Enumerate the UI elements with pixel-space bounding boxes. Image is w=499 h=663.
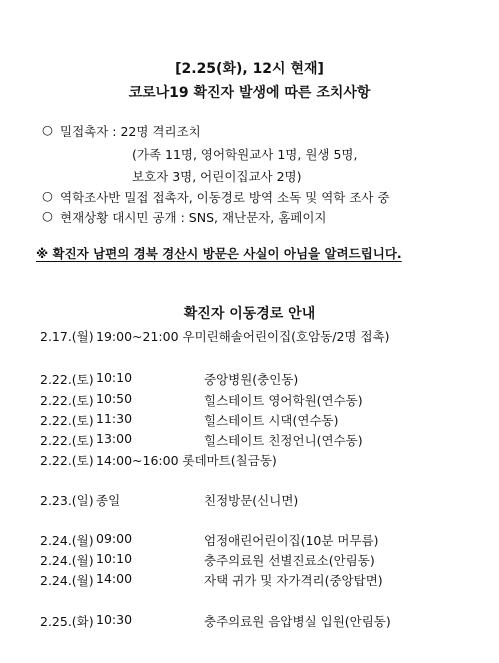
route-detail: 19:00~21:00 우미린해솔어린이집(호암동/2명 접촉) <box>96 329 390 344</box>
route-place: 힐스테이트 친정언니(연수동) <box>204 433 363 448</box>
route-date: 2.22.(토) <box>40 413 94 428</box>
route-place: 엄정애린어린이집(10분 머무름) <box>204 533 379 548</box>
measure-bullet: ○ <box>42 122 53 137</box>
route-time: 10:50 <box>96 391 133 406</box>
route-place: 힐스테이트 시댁(연수동) <box>204 413 339 428</box>
route-place: 중앙병원(충인동) <box>204 372 299 387</box>
route-date: 2.24.(월) <box>40 573 94 588</box>
route-place: 힐스테이트 영어학원(연수동) <box>204 393 363 408</box>
measure-item: (가족 11명, 영어학원교사 1명, 원생 5명, <box>132 147 358 162</box>
route-detail: 14:00~16:00 롯데마트(칠금동) <box>96 453 277 468</box>
measure-bullet: ○ <box>42 188 53 203</box>
route-date: 2.17.(월) <box>40 329 94 344</box>
measure-bullet: ○ <box>42 208 53 223</box>
route-date: 2.22.(토) <box>40 433 94 448</box>
route-time: 종일 <box>96 493 121 508</box>
route-place: 충주의료원 선별진료소(안림동) <box>204 553 375 568</box>
route-time: 10:10 <box>96 370 133 385</box>
route-date: 2.24.(월) <box>40 533 94 548</box>
route-time: 10:10 <box>96 551 133 566</box>
route-time: 13:00 <box>96 431 133 446</box>
route-time: 11:30 <box>96 411 133 426</box>
date-header: [2.25(화), 12시 현재] <box>175 61 324 77</box>
route-date: 2.22.(토) <box>40 372 94 387</box>
route-place: 자택 귀가 및 자가격리(중앙탑면) <box>204 573 383 588</box>
route-date: 2.25.(화) <box>40 614 94 629</box>
route-title: 확진자 이동경로 안내 <box>183 306 316 322</box>
notice-text: ※ 확진자 남편의 경북 경산시 방문은 사실이 아님을 알려드립니다. <box>36 246 402 261</box>
route-place: 충주의료원 음압병실 입원(안림동) <box>204 614 391 629</box>
route-place: 친정방문(신니면) <box>204 493 299 508</box>
measure-item: 밀접촉자 : 22명 격리조치 <box>60 124 201 139</box>
route-time: 14:00 <box>96 571 133 586</box>
route-date: 2.23.(일) <box>40 493 94 508</box>
route-time: 09:00 <box>96 531 133 546</box>
route-time: 10:30 <box>96 612 133 627</box>
measure-item: 역학조사반 밀접 접촉자, 이동경로 방역 소독 및 역학 조사 중 <box>60 190 390 205</box>
page-title: 코로나19 확진자 발생에 따른 조치사항 <box>128 85 371 101</box>
route-date: 2.22.(토) <box>40 393 94 408</box>
route-date: 2.24.(월) <box>40 553 94 568</box>
measure-item: 보호자 3명, 어린이집교사 2명) <box>132 169 302 184</box>
route-date: 2.22.(토) <box>40 453 94 468</box>
measure-item: 현재상황 대시민 공개 : SNS, 재난문자, 홈페이지 <box>60 210 327 225</box>
